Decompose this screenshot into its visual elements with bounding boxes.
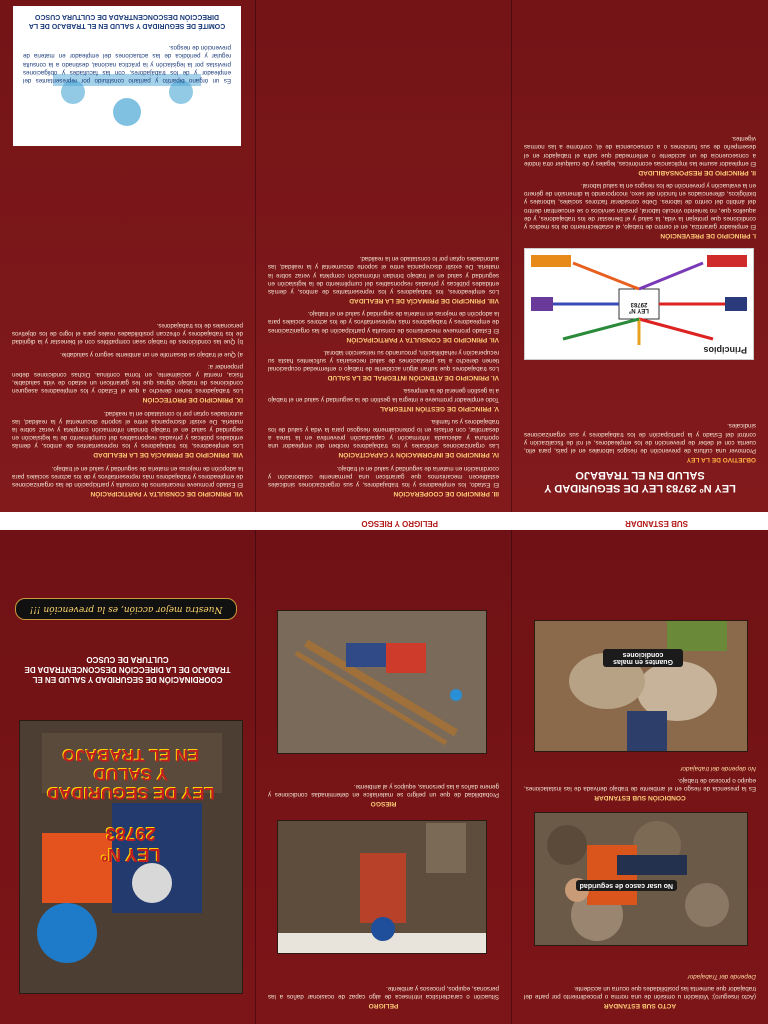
riesgo-body: Probabilidad de que un peligro se materialice en determinadas condiciones y genere daños a las personas, equipos y al ambiente. bbox=[268, 782, 499, 798]
principio-7b-body: El Estado promueve mecanismos de consulta y participación de las organizaciones de empleadores y trabajadores más representativos y de los actores sociales para la adopción de mejoras en materia de seguridad y salud en el trabajo. bbox=[12, 464, 243, 488]
objetivo-heading: OBJETIVO DE LA LEY bbox=[686, 456, 756, 463]
principio-2-body: El empleador asume las implicancias económicas, legales y de cualquier otra índole a consecuencia de un accidente o enfermedad que sufra el trabajador en el desempeño de sus funciones o a consecuencia de él, conforme a las normas vigentes. bbox=[524, 135, 756, 167]
principles-diagram-title: Principios bbox=[703, 345, 747, 355]
tab-label-sub-estandar: SUB ESTANDAR bbox=[625, 519, 688, 528]
principio-1-heading: I. PRINCIPIO DE PREVENCIÓN bbox=[660, 232, 756, 239]
cover-title-line-3: EN EL TRABAJO bbox=[62, 746, 200, 765]
cover-photo bbox=[19, 720, 243, 994]
principio-8-heading: VIII. PRINCIPIO DE PRIMACÍA DE LA REALIDAD bbox=[349, 296, 499, 304]
panel-peligro-riesgo bbox=[256, 512, 512, 1024]
principio-1-body: El empleador garantiza, en el centro de trabajo, el establecimiento de los medios y condiciones que protejan la vida, la salud y el bienestar de los trabajadores, y de aquellos que, no teniendo vínculo laboral, prestan servicios o se encuentran dentro del ámbito del centro de labores. Debe considerar factores sociales, laborales y biológicos, diferenciados en función del sexo, incorporando la dimensión de género en la evaluación y prevención de los riesgos en la salud laboral. bbox=[524, 181, 756, 230]
comite-title: COMITÉ DE SEGURIDAD Y SALUD EN EL TRABAJO DE LA DIRECCIÓN DESCONCENTRADA DE CULTURA CUSCO bbox=[28, 13, 226, 29]
principio-8-body: Los empleadores, los trabajadores y los representantes de ambos, y demás entidades públicas y privadas responsables del cumplimiento de la legislación en seguridad y salud en el trabajo brindan información completa y veraz sobre la materia. De existir discrepancia entre el soporte documental y la realidad, las autoridades optan por lo constatado en la realidad. bbox=[268, 255, 499, 295]
principles-diagram-center: LEY Nº 29783 bbox=[629, 301, 649, 313]
fold-tab-strip bbox=[0, 512, 768, 530]
acto-body: (Acto inseguro): Violación u omisión de una norma o procedimiento por parte del trabajador que aumenta las posibilidades que ocurra un accidente. bbox=[524, 984, 756, 1000]
panel-principios-3-8 bbox=[256, 0, 512, 512]
principio-8b-heading: VIII. PRINCIPIO DE PRIMACÍA DE LA REALIDAD bbox=[93, 451, 243, 459]
condicion-heading: CONDICIÓN SUB ESTANDAR bbox=[594, 794, 686, 801]
tab-label-peligro: PELIGRO Y RIESGO bbox=[361, 519, 438, 528]
principio-9-b: b) Que las condiciones de trabajo sean compatibles con el bienestar y la dignidad de los trabajadores y ofrezcan posibilidades reales para el logro de los objetivos personales de los trabajadores. bbox=[12, 321, 243, 346]
principles-diagram bbox=[524, 248, 754, 360]
photo-bad-gloves-caption: Guantes en malas condiciones bbox=[603, 649, 683, 667]
brochure-outer-side bbox=[0, 512, 768, 1024]
principio-7-heading: VII. PRINCIPIO DE CONSULTA Y PARTICIPACIÓN bbox=[346, 335, 499, 343]
principio-2-heading: II. PRINCIPIO DE RESPONSABILIDAD bbox=[638, 168, 756, 176]
principio-8b-body: Los empleadores, los trabajadores y los representantes de ambos, y demás entidades públicas y privadas responsables del cumplimiento de la legislación en seguridad y salud en el trabajo brindan información completa y veraz sobre la materia. De existir discrepancia entre el soporte documental y la realidad, las autoridades optan por lo constatado en la realidad. bbox=[12, 409, 243, 450]
cover-title bbox=[20, 746, 242, 803]
principio-6-heading: VI. PRINCIPIO DE ATENCIÓN INTEGRAL DE LA SALUD bbox=[327, 374, 499, 382]
cover-coordinacion: COORDINACIÓN DE SEGURIDAD Y SALUD EN EL TRABAJO DE LA DIRECCIÓN DESCONCENTRADA DE CULTURA DE CUSCO bbox=[24, 655, 231, 684]
photo-bad-gloves bbox=[534, 620, 748, 752]
principio-4-heading: IV. PRINCIPIO DE INFORMACIÓN Y CAPACITACIÓN bbox=[338, 451, 499, 459]
panel-objetivo bbox=[512, 0, 768, 512]
panel-principios-7-9-comite bbox=[0, 0, 256, 512]
photo-bad-gloves-image bbox=[535, 621, 747, 751]
cover-law-number-line-1: LEY Nº bbox=[101, 845, 161, 865]
principio-5-heading: V. PRINCIPIO DE GESTIÓN INTEGRAL bbox=[379, 404, 499, 412]
principio-5-body: Todo empleador promueve e integra la gestión de la seguridad y salud en el trabajo a la gestión general de la empresa. bbox=[268, 387, 499, 403]
principio-3-body: El Estado, los empleadores y los trabajadores, y sus organizaciones sindicales establecen mecanismos que garanticen una permanente colaboración y coordinación en materia de seguridad y salud en el trabajo. bbox=[268, 464, 499, 488]
photo-no-helmet-image bbox=[535, 813, 747, 945]
photo-no-helmet bbox=[534, 812, 748, 946]
comite-body: Es un órgano bipartito y paritario constituido por representantes del empleador y de los trabajadores, con las facultades y obligaciones previstas por la legislación y la práctica nacional, destinado a la consulta regular y periódica de las actuaciones del empleador en materia de prevención de riesgos. bbox=[23, 44, 231, 84]
acto-heading: ACTO SUB ESTANDAR bbox=[603, 1002, 677, 1009]
panel-cover bbox=[0, 512, 256, 1024]
principio-9-a: a) Que el trabajo se desarrolle en un ambiente seguro y saludable. bbox=[60, 350, 243, 358]
principio-9-heading: IX. PRINCIPIO DE PROTECCIÓN bbox=[142, 396, 243, 404]
acto-note: Depende del Trabajador bbox=[687, 972, 756, 980]
condicion-note: No depende del trabajador bbox=[680, 764, 756, 772]
principio-7b-heading: VII. PRINCIPIO DE CONSULTA Y PARTICIPACIÓN bbox=[90, 490, 243, 497]
law-title: LEY Nº 29783 LEY DE SEGURIDAD Y SALUD EN EL TRABAJO bbox=[544, 469, 736, 494]
photo-peligro bbox=[277, 820, 487, 954]
principio-4-body: Las organizaciones sindicales y los trabajadores reciben del empleador una oportuna y adecuada información y capacitación preventiva en la tarea a desarrollar, con énfasis en lo potencialmente riesgoso para la vida y salud de los trabajadores y su familia. bbox=[268, 417, 499, 450]
cover-title-line-1: LEY DE SEGURIDAD bbox=[47, 784, 215, 803]
principio-3-heading: III. PRINCIPIO DE COOPERACIÓN bbox=[393, 490, 499, 497]
cover-title-line-2: Y SALUD bbox=[93, 765, 169, 784]
cover-slogan: Nuestra mejor acción, es la prevención !!! bbox=[15, 598, 237, 620]
principio-7-body: El Estado promueve mecanismos de consulta y participación de las organizaciones de empleadores y trabajadores más representativos y de los actores sociales para la adopción de mejoras en materia de seguridad y salud en el trabajo. bbox=[268, 310, 499, 334]
photo-no-helmet-caption: No usar casco de seguridad bbox=[576, 880, 677, 891]
peligro-body: Situación o característica intrínseca de algo capaz de ocasionar daños a las personas, equipos, procesos y ambiente. bbox=[268, 984, 499, 1000]
photo-peligro-image bbox=[278, 821, 486, 953]
principio-9-body: Los trabajadores tienen derecho a que el Estado y los empleadores aseguren condiciones de trabajo dignas que les garanticen un estado de vida saludable, física, mental y socialmente, en forma continua. Dichas condiciones deben propender a: bbox=[12, 362, 243, 395]
principio-6-body: Los trabajadores que sufran algún accidente de trabajo o enfermedad ocupacional tienen derecho a las prestaciones de salud necesarias y suficientes hasta su recuperación y rehabilitación, procurando su reinserción laboral. bbox=[268, 348, 499, 373]
peligro-heading: PELIGRO bbox=[368, 1002, 399, 1009]
condicion-body: Es la presencia de riesgo en el ambiente de trabajo derivada de las instalaciones, equipo o proceso de trabajo. bbox=[524, 776, 756, 792]
photo-riesgo-image bbox=[278, 611, 486, 753]
cover-law-number bbox=[20, 823, 242, 865]
panel-sub-estandar bbox=[512, 512, 768, 1024]
cover-law-number-line-2: 29783 bbox=[105, 824, 157, 844]
riesgo-heading: RIESGO bbox=[370, 800, 397, 807]
objetivo-body: Promover una cultura de prevención de riesgos laborales en el país, para ello, cuenta con el deber de prevención de los empleadores, el rol de fiscalización y control del Estado y la participación de los trabajadores y sus organizaciones sindicales. bbox=[524, 422, 756, 454]
photo-riesgo bbox=[277, 610, 487, 754]
comite-box bbox=[13, 6, 241, 146]
